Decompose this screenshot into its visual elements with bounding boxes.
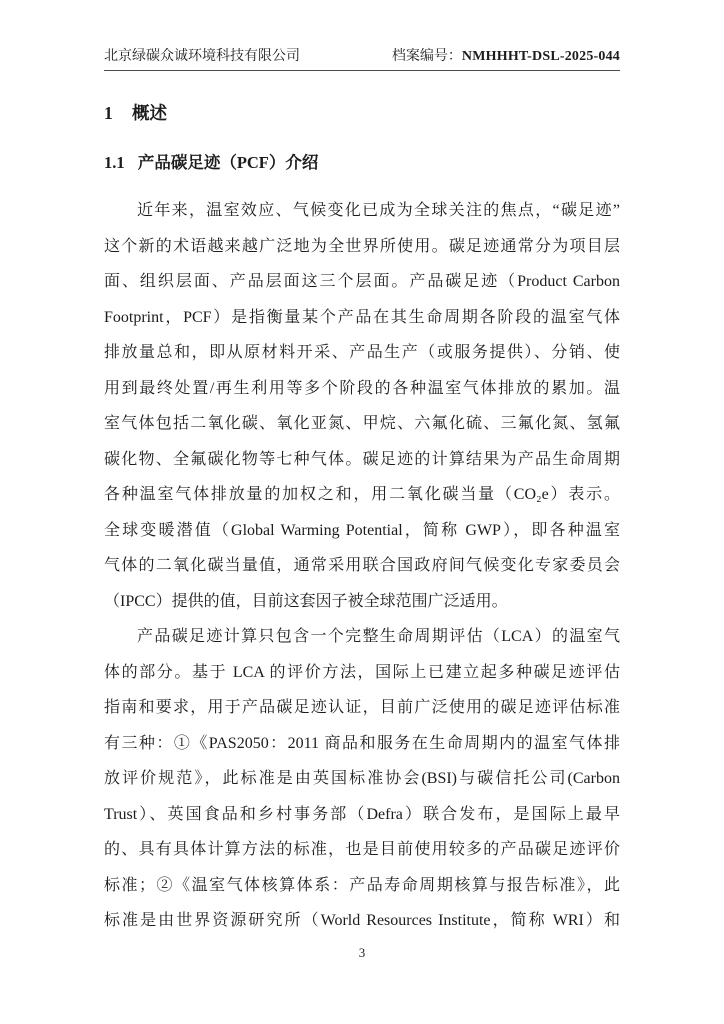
section-title: 概述 <box>132 103 167 123</box>
body-line: 室气体包括二氧化碳、氧化亚氮、甲烷、六氟化硫、三氟化氮、氢氟 <box>104 415 620 432</box>
section-number: 1 <box>104 103 113 123</box>
section-heading <box>104 101 620 125</box>
body-line: 面、组织层面、产品层面这三个层面。产品碳足迹（Product Carbon <box>104 273 620 290</box>
body-line: 标准是由世界资源研究所（World Resources Institute，简称 WRI）和 <box>104 912 620 929</box>
body-line: 放评价规范》，此标准是由英国标准协会(BSI)与碳信托公司(Carbon <box>104 770 620 787</box>
body-line: 的、具有具体计算方法的标准，也是目前使用较多的产品碳足迹评价 <box>104 841 620 858</box>
body-line: 这个新的术语越来越广泛地为全世界所使用。碳足迹通常分为项目层 <box>104 237 620 255</box>
body-line: 碳化物、全氟碳化物等七种气体。碳足迹的计算结果为产品生命周期 <box>104 450 620 468</box>
body-line: 指南和要求，用于产品碳足迹认证，目前广泛使用的碳足迹评估标准 <box>104 699 620 716</box>
body-line: 有三种：①《PAS2050：2011 商品和服务在生命周期内的温室气体排 <box>104 734 620 752</box>
body-line: 各种温室气体排放量的加权之和，用二氧化碳当量（CO₂e）表示。 <box>104 486 620 503</box>
body-line: （IPCC）提供的值，目前这套因子被全球范围广泛适用。 <box>104 592 508 610</box>
body-line: 近年来，温室效应、气候变化已成为全球关注的焦点，“碳足迹” <box>137 202 620 219</box>
body-line: 用到最终处置/再生利用等多个阶段的各种温室气体排放的累加。温 <box>104 379 620 397</box>
body-line: Trust）、英国食品和乡村事务部（Defra）联合发布，是国际上最早 <box>104 805 620 823</box>
page-number: 3 <box>358 944 366 960</box>
body-text <box>104 193 620 939</box>
body-line: 标准；②《温室气体核算体系：产品寿命周期核算与报告标准》，此 <box>104 876 620 894</box>
subsection-number: 1.1 <box>104 153 125 172</box>
file-number-label: 档案编号： <box>391 49 462 64</box>
file-number-value: NMHHHT-DSL-2025-044 <box>461 49 620 64</box>
body-line: 全球变暖潜值（Global Warming Potential，简称 GWP），即各种温室 <box>104 521 620 539</box>
body-line: Footprint，PCF）是指衡量某个产品在其生命周期各阶段的温室气体 <box>104 308 620 326</box>
body-line: 产品碳足迹计算只包含一个完整生命周期评估（LCA）的温室气 <box>137 628 620 645</box>
company-name: 北京绿碳众诚环境科技有限公司 <box>104 49 300 64</box>
body-line: 气体的二氧化碳当量值，通常采用联合国政府间气候变化专家委员会 <box>104 557 620 574</box>
body-line: 排放量总和，即从原材料开采、产品生产（或服务提供）、分销、使 <box>104 344 620 361</box>
subsection-title: 产品碳足迹（PCF）介绍 <box>137 153 319 172</box>
body-line: 体的部分。基于 LCA 的评价方法，国际上已建立起多种碳足迹评估 <box>104 663 620 681</box>
subsection-heading <box>104 152 620 174</box>
file-number <box>392 48 620 65</box>
page-header <box>104 48 620 71</box>
